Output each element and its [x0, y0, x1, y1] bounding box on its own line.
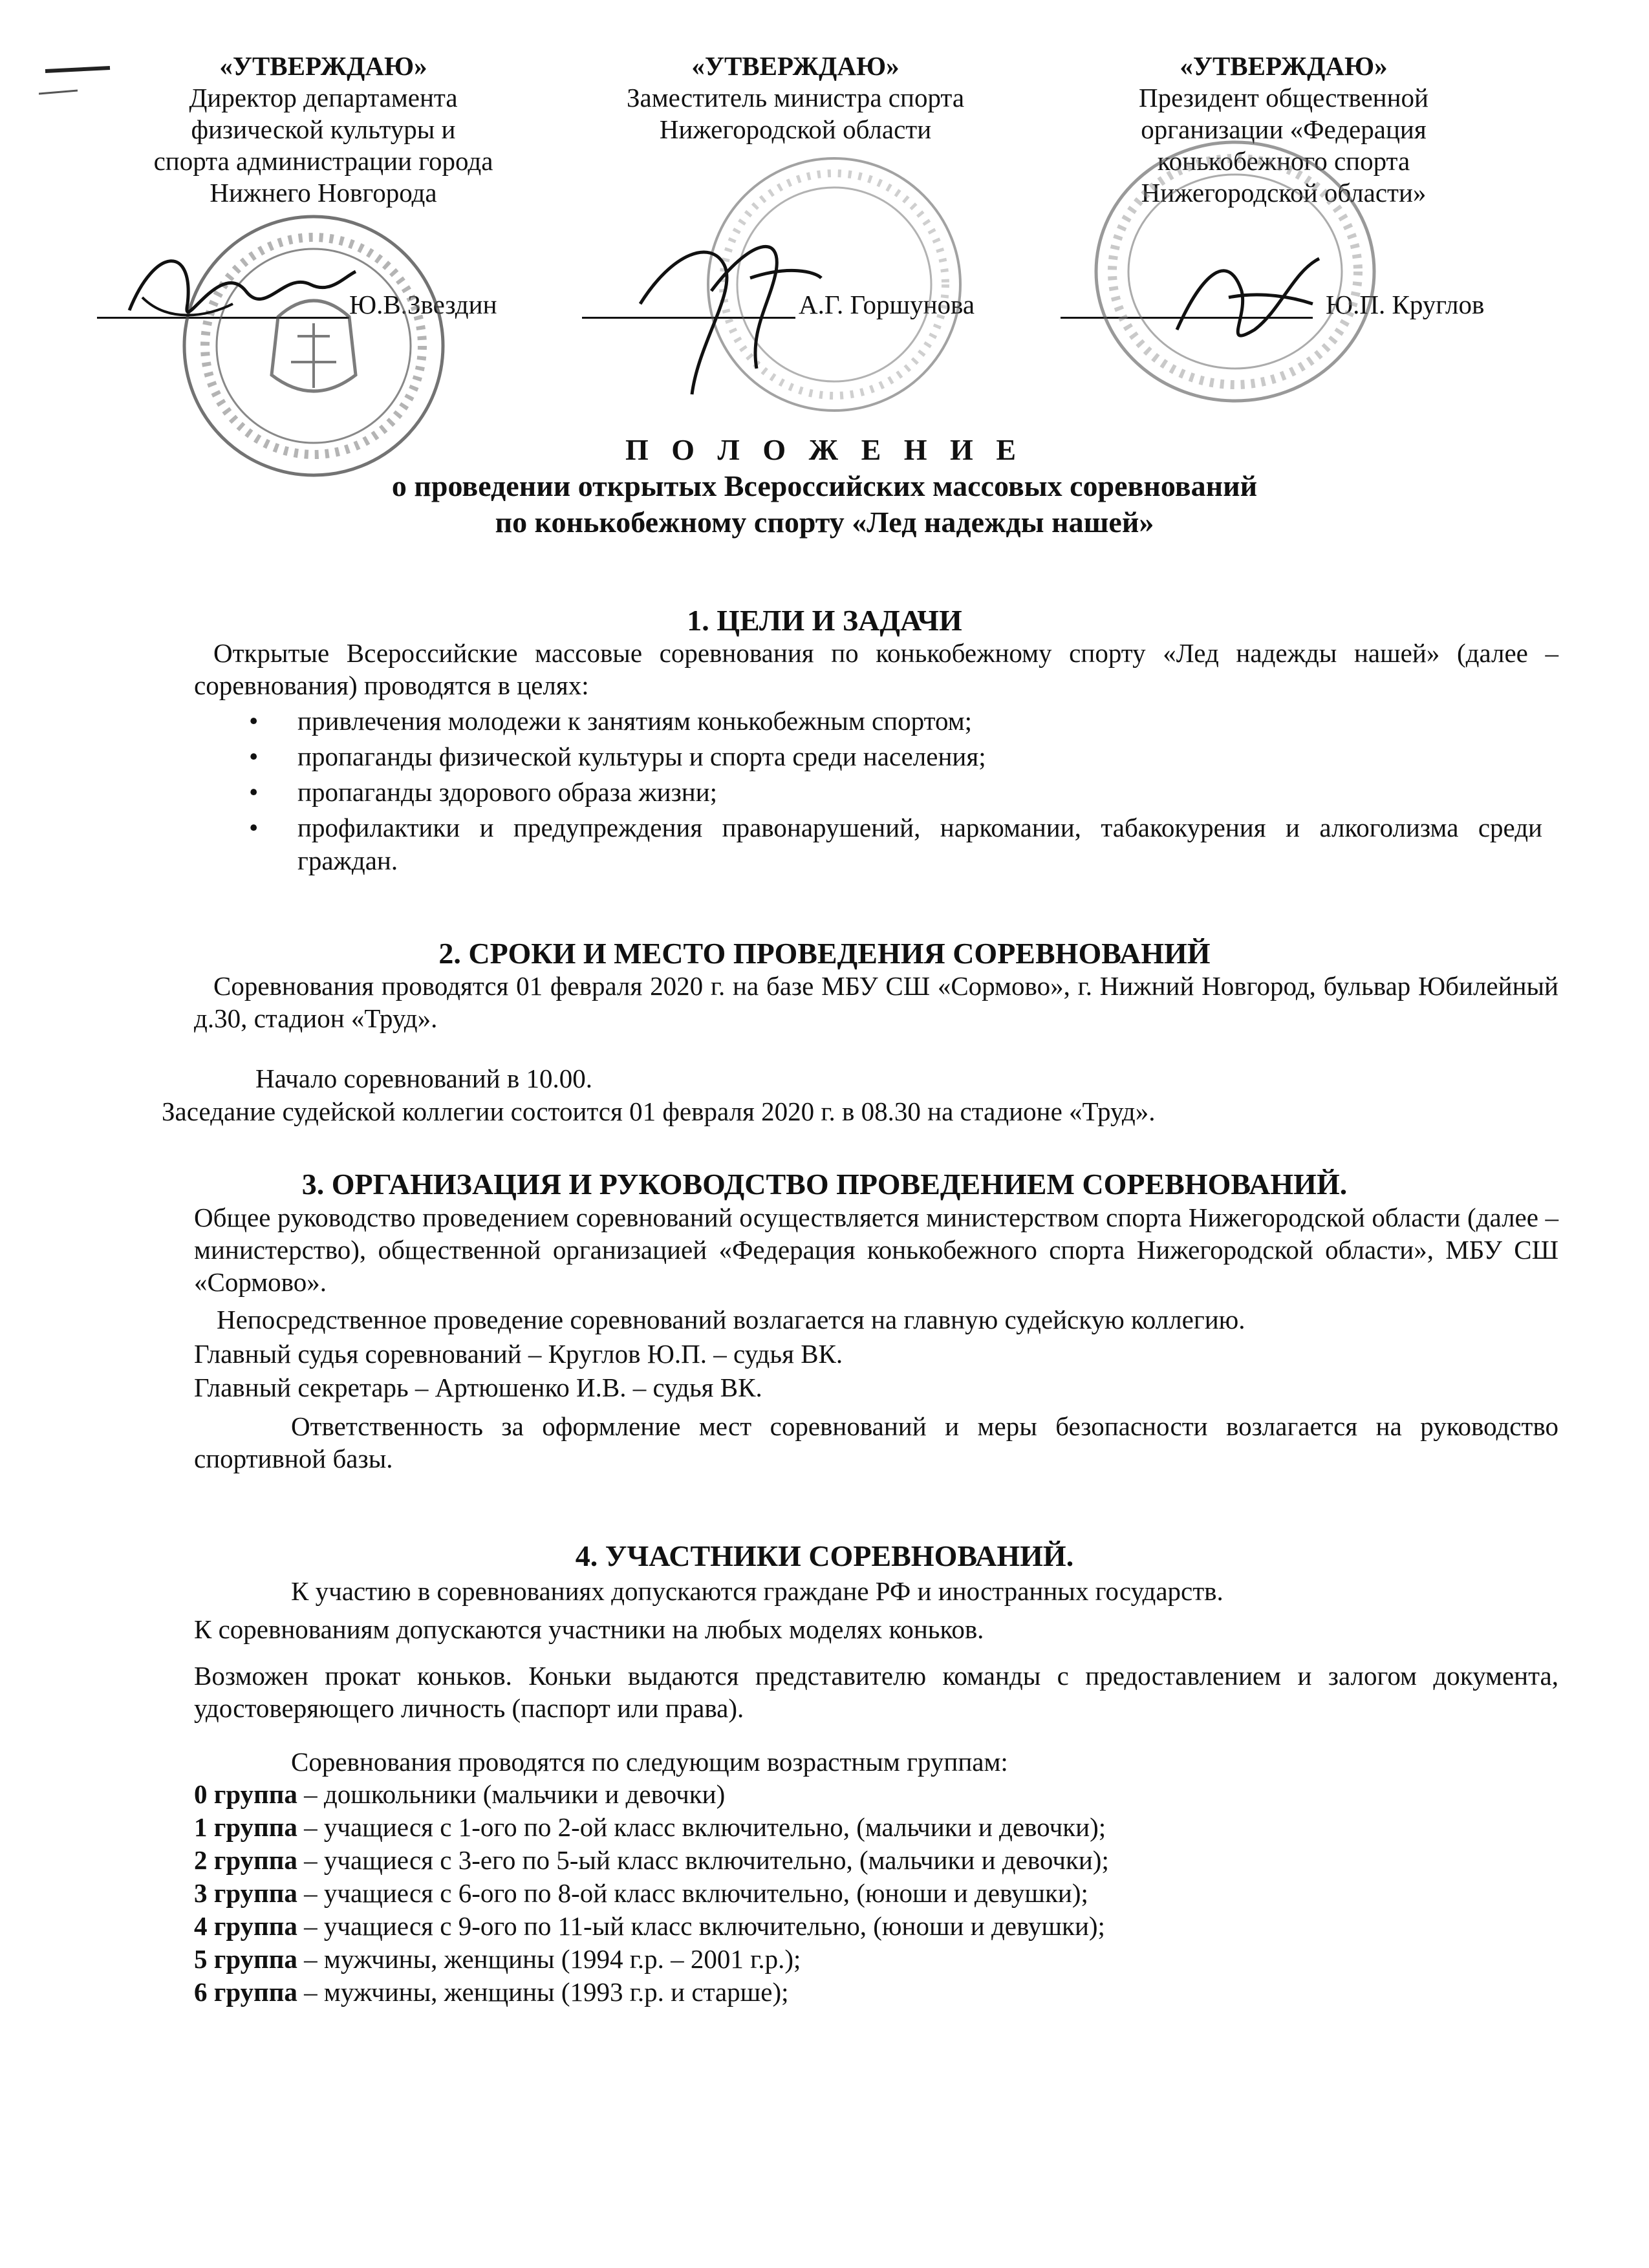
section-heading: 2. СРОКИ И МЕСТО ПРОВЕДЕНИЯ СОРЕВНОВАНИЙ: [438, 937, 1211, 970]
paragraph: Главный секретарь – Артюшенко И.В. – судья ВК.: [194, 1373, 762, 1402]
group-label: 0 группа: [194, 1779, 297, 1809]
signature-name: А.Г. Горшунова: [799, 290, 975, 319]
approval-line: Нижнего Новгорода: [210, 178, 437, 208]
list-item: • привлечения молодежи к занятиям конькобежным спортом;: [249, 705, 1542, 738]
approval-title: «УТВЕРЖДАЮ»: [219, 51, 427, 81]
list-item: • профилактики и предупреждения правонарушений, наркомании, табакокурения и алкоголизма среди граждан.: [249, 811, 1542, 877]
paragraph: Непосредственное проведение соревнований возлагается на главную судейскую коллегию.: [217, 1305, 1245, 1334]
paragraph: Начало соревнований в 10.00.: [255, 1064, 592, 1093]
document-title: [0, 432, 1649, 540]
list-item: [194, 1910, 1617, 1943]
group-text: – учащиеся с 1-ого по 2-ой класс включительно, (мальчики и девочки);: [297, 1812, 1106, 1842]
signature-name: Ю.В.Звездин: [349, 290, 497, 319]
approval-line: Нижегородской области: [659, 114, 932, 144]
approval-line: конькобежного спорта: [1157, 146, 1410, 176]
paragraph: Ответственность за оформление мест соревнований и меры безопасности возлагается на руководство спортивной базы.: [194, 1411, 1558, 1473]
list-item: [194, 1778, 1617, 1811]
list-item: [194, 1943, 1617, 1976]
group-label: 2 группа: [194, 1845, 297, 1875]
approval-block-director: [97, 50, 550, 209]
group-text: – учащиеся с 6-ого по 8-ой класс включительно, (юноши и девушки);: [297, 1878, 1088, 1908]
signature-scribble-graphic: [1164, 233, 1332, 362]
title-line: по конькобежному спорту «Лед надежды нашей»: [495, 506, 1154, 539]
signature-name: Ю.П. Круглов: [1326, 290, 1485, 319]
title-line: о проведении открытых Всероссийских массовых соревнований: [391, 469, 1258, 502]
approval-line: организации «Федерация: [1141, 114, 1427, 144]
paragraph: К участию в соревнованиях допускаются граждане РФ и иностранных государств.: [291, 1576, 1223, 1606]
paragraph: Соревнования проводятся 01 февраля 2020 г. на базе МБУ СШ «Сормово», г. Нижний Новгород, бульвар Юбилейный д.30, стадион «Труд».: [194, 971, 1558, 1033]
paragraph: Главный судья соревнований – Круглов Ю.П. – судья ВК.: [194, 1339, 843, 1369]
paragraph: Соревнования проводятся по следующим возрастным группам:: [291, 1747, 1008, 1777]
signature-scribble-graphic: [621, 213, 828, 407]
approval-title: «УТВЕРЖДАЮ»: [1180, 51, 1388, 81]
paragraph: Общее руководство проведением соревнований осуществляется министерством спорта Нижегородской области (далее – министерство), общественной организацией «Федерация конькобежного спорта Нижегородской области», МБУ СШ «Сормово».: [194, 1203, 1558, 1297]
group-text: – мужчины, женщины (1994 г.р. – 2001 г.р.);: [297, 1944, 801, 1974]
list-item: [194, 1844, 1617, 1877]
list-item: [194, 1811, 1617, 1844]
age-groups-list: [194, 1778, 1617, 2009]
list-item: [194, 1976, 1617, 2009]
approval-block-deputy-minister: [563, 50, 1028, 145]
group-text: – мужчины, женщины (1993 г.р. и старше);: [297, 1977, 789, 2007]
group-label: 1 группа: [194, 1812, 297, 1842]
list-item: • пропаганды здорового образа жизни;: [249, 776, 1542, 809]
group-text: – учащиеся с 3-его по 5-ый класс включительно, (мальчики и девочки);: [297, 1845, 1109, 1875]
title-heading: П О Л О Ж Е Н И Е: [625, 433, 1024, 466]
group-label: 5 группа: [194, 1944, 297, 1974]
section-heading: 1. ЦЕЛИ И ЗАДАЧИ: [687, 604, 962, 637]
approval-line: Директор департамента: [189, 83, 458, 112]
approval-line: физической культуры и: [191, 114, 456, 144]
paragraph: К соревнованиям допускаются участники на любых моделях коньков.: [194, 1614, 984, 1644]
group-label: 3 группа: [194, 1878, 297, 1908]
paragraph: Открытые Всероссийские массовые соревнования по конькобежному спорту «Лед надежды нашей» (далее – соревнования) проводятся в целях:: [194, 638, 1558, 700]
group-label: 4 группа: [194, 1911, 297, 1941]
list-item: • пропаганды физической культуры и спорта среди населения;: [249, 740, 1542, 773]
group-text: – дошкольники (мальчики и девочки): [297, 1779, 726, 1809]
approval-line: Президент общественной: [1138, 83, 1429, 112]
list-item: [194, 1877, 1617, 1910]
group-text: – учащиеся с 9-ого по 11-ый класс включительно, (юноши и девушки);: [297, 1911, 1105, 1941]
section-heading: 4. УЧАСТНИКИ СОРЕВНОВАНИЙ.: [575, 1539, 1074, 1572]
approval-line: Заместитель министра спорта: [626, 83, 965, 112]
group-label: 6 группа: [194, 1977, 297, 2007]
paragraph: Возможен прокат коньков. Коньки выдаются представителю команды с предоставлением и залогом документа, удостоверяющего личность (паспорт или права).: [194, 1661, 1558, 1723]
approval-line: Нижегородской области»: [1141, 178, 1427, 208]
signature-scribble-graphic: [116, 233, 362, 343]
approval-title: «УТВЕРЖДАЮ»: [691, 51, 900, 81]
section-heading: 3. ОРГАНИЗАЦИЯ И РУКОВОДСТВО ПРОВЕДЕНИЕМ СОРЕВНОВАНИЙ.: [301, 1168, 1348, 1201]
goals-list: [249, 705, 1542, 880]
approval-line: спорта администрации города: [153, 146, 493, 176]
paragraph: Заседание судейской коллегии состоится 01 февраля 2020 г. в 08.30 на стадионе «Труд».: [162, 1097, 1156, 1126]
